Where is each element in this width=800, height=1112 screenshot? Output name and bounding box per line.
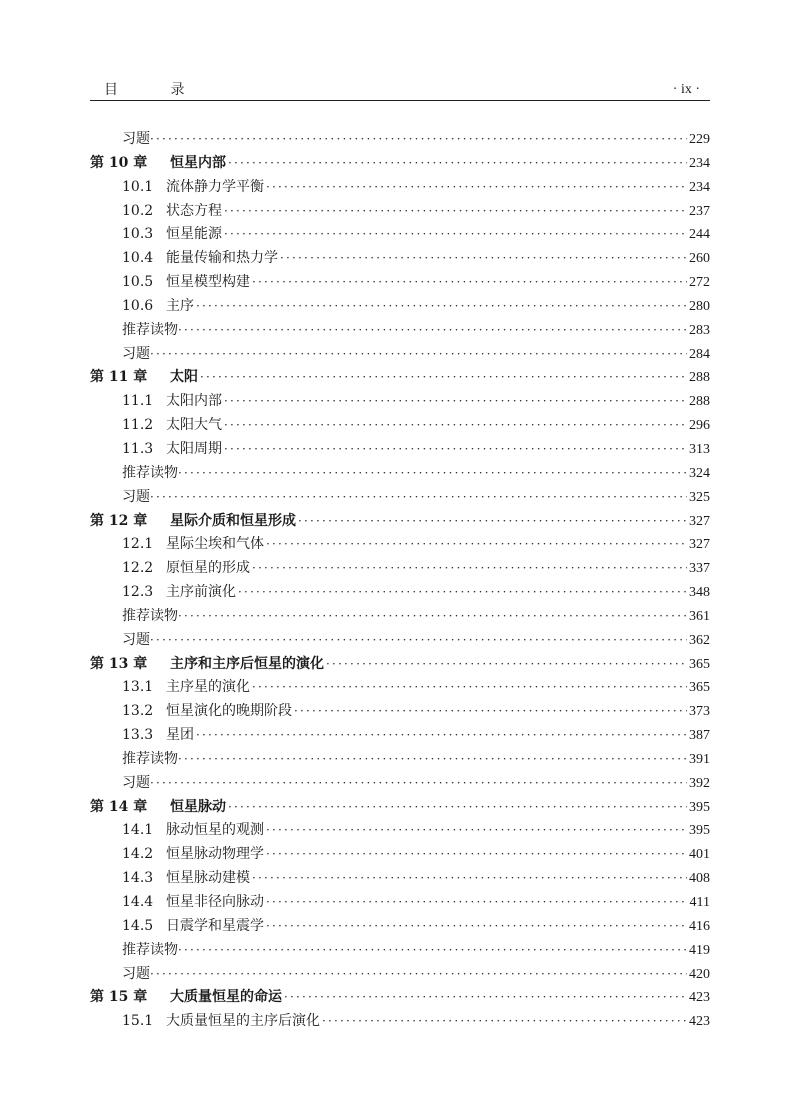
toc-entry-title: 习题 bbox=[122, 131, 150, 147]
toc-subentry[interactable] bbox=[90, 772, 710, 796]
toc-entry-title: 恒星非径向脉动 bbox=[166, 894, 264, 910]
toc-page-number: 260 bbox=[689, 251, 710, 267]
dot-leader bbox=[150, 343, 687, 367]
toc-entry-number: 13.2 bbox=[122, 703, 154, 720]
toc-entry-number: 第 10 章 bbox=[90, 154, 148, 171]
toc-section-entry[interactable] bbox=[90, 533, 710, 557]
toc-entry-number: 15.1 bbox=[122, 1013, 154, 1030]
toc-chapter-entry[interactable] bbox=[90, 366, 710, 390]
toc-page-number: 392 bbox=[689, 775, 710, 791]
toc-subentry[interactable] bbox=[90, 629, 710, 653]
toc-section-entry[interactable] bbox=[90, 438, 710, 462]
toc-section-entry[interactable] bbox=[90, 271, 710, 295]
toc-entry-number: 12.3 bbox=[122, 584, 154, 601]
dot-leader bbox=[196, 724, 687, 748]
toc-entry-title: 状态方程 bbox=[166, 202, 222, 219]
toc-section-entry[interactable] bbox=[90, 295, 710, 319]
toc-entry-title: 星际介质和恒星形成 bbox=[170, 512, 296, 529]
toc-chapter-entry[interactable] bbox=[90, 796, 710, 820]
toc-page-number: 419 bbox=[689, 942, 710, 958]
toc-entry-number: 12.1 bbox=[122, 536, 154, 553]
dot-leader bbox=[326, 653, 687, 677]
toc-section-entry[interactable] bbox=[90, 223, 710, 247]
dot-leader bbox=[322, 1010, 687, 1034]
toc-entry-title: 习题 bbox=[122, 965, 150, 982]
toc-entry-title: 大质量恒星的主序后演化 bbox=[166, 1013, 320, 1030]
toc-section-entry[interactable] bbox=[90, 676, 710, 700]
toc-entry-title: 能量传输和热力学 bbox=[166, 250, 278, 267]
toc-entry-title: 恒星演化的晚期阶段 bbox=[166, 703, 292, 720]
toc-entry-title: 原恒星的形成 bbox=[166, 560, 250, 577]
dot-leader bbox=[224, 414, 687, 438]
toc-entry-title: 习题 bbox=[122, 631, 150, 648]
toc-entry-title: 恒星内部 bbox=[170, 154, 226, 171]
toc-subentry[interactable] bbox=[90, 128, 710, 152]
toc-subentry[interactable] bbox=[90, 319, 710, 343]
toc-entry-number: 13.3 bbox=[122, 727, 154, 744]
dot-leader bbox=[252, 557, 687, 581]
toc-entry-number: 10.4 bbox=[122, 250, 154, 267]
toc-page-number: 272 bbox=[689, 275, 710, 291]
toc-page-number: 416 bbox=[689, 918, 710, 934]
toc-page-number: 288 bbox=[689, 394, 710, 410]
toc-page-number: 387 bbox=[689, 728, 710, 744]
toc-chapter-entry[interactable] bbox=[90, 986, 710, 1010]
dot-leader bbox=[266, 533, 687, 557]
dot-leader bbox=[150, 772, 687, 796]
toc-entry-number: 10.1 bbox=[122, 178, 154, 195]
toc-page-number: 337 bbox=[689, 561, 710, 577]
toc-entry-title: 主序星的演化 bbox=[166, 679, 250, 696]
toc-entry-title: 主序 bbox=[166, 297, 194, 314]
toc-entry-number: 第 13 章 bbox=[90, 655, 148, 672]
toc-entry-title: 推荐读物 bbox=[122, 750, 178, 767]
toc-section-entry[interactable] bbox=[90, 1010, 710, 1034]
dot-leader bbox=[150, 486, 687, 510]
dot-leader bbox=[224, 223, 687, 247]
toc-page-number: 362 bbox=[689, 632, 710, 648]
dot-leader bbox=[178, 748, 687, 772]
header-title: 目 录 bbox=[104, 82, 209, 98]
toc-page-number: 234 bbox=[689, 155, 710, 171]
dot-leader bbox=[266, 843, 687, 867]
toc-entry-number: 14.2 bbox=[122, 846, 154, 863]
toc-entry-title: 恒星脉动 bbox=[170, 798, 226, 815]
toc-entry-number: 第 15 章 bbox=[90, 989, 148, 1006]
toc-entry-title: 太阳周期 bbox=[166, 440, 222, 457]
toc-entry-title: 星团 bbox=[166, 727, 194, 744]
header-rule bbox=[90, 100, 710, 101]
toc-entry-title: 习题 bbox=[122, 345, 150, 362]
toc-entry-title: 太阳 bbox=[170, 369, 198, 386]
toc-page-number: 234 bbox=[689, 179, 710, 195]
toc-page-number: 313 bbox=[689, 441, 710, 457]
toc-entry-title: 推荐读物 bbox=[122, 321, 178, 338]
toc-page-number: 280 bbox=[689, 298, 710, 314]
toc-entry-number: 14.5 bbox=[122, 917, 154, 934]
toc-section-entry[interactable] bbox=[90, 176, 710, 200]
toc-section-entry[interactable] bbox=[90, 581, 710, 605]
dot-leader bbox=[266, 176, 687, 200]
toc-entry-title: 恒星脉动物理学 bbox=[166, 846, 264, 863]
toc-entry-number: 第 14 章 bbox=[90, 798, 148, 815]
toc-page-number: 283 bbox=[689, 322, 710, 338]
toc-page-number: 237 bbox=[689, 203, 710, 219]
toc-subentry[interactable] bbox=[90, 748, 710, 772]
dot-leader bbox=[196, 295, 687, 319]
toc-page-number: 408 bbox=[689, 871, 710, 887]
dot-leader bbox=[280, 247, 687, 271]
toc-page-number: 365 bbox=[689, 680, 710, 696]
toc-page-number: 244 bbox=[689, 227, 710, 243]
toc-entry-title: 习题 bbox=[122, 488, 150, 505]
toc-page-number: 229 bbox=[689, 132, 710, 147]
toc-entry-title: 推荐读物 bbox=[122, 941, 178, 958]
dot-leader bbox=[178, 605, 687, 629]
toc-section-entry[interactable] bbox=[90, 414, 710, 438]
dot-leader bbox=[150, 629, 687, 653]
toc-section-entry[interactable] bbox=[90, 724, 710, 748]
toc-subentry[interactable] bbox=[90, 486, 710, 510]
toc-page-number: 296 bbox=[689, 418, 710, 434]
toc-entry-title: 主序和主序后恒星的演化 bbox=[170, 655, 324, 672]
dot-leader bbox=[266, 891, 688, 915]
toc-section-entry[interactable] bbox=[90, 557, 710, 581]
dot-leader bbox=[252, 271, 687, 295]
toc-subentry[interactable] bbox=[90, 605, 710, 629]
toc-subentry[interactable] bbox=[90, 939, 710, 963]
toc-entry-title: 脉动恒星的观测 bbox=[166, 822, 264, 839]
toc-entry-title: 太阳大气 bbox=[166, 417, 222, 434]
dot-leader bbox=[294, 700, 687, 724]
toc-page-number: 361 bbox=[689, 608, 710, 624]
toc-entry-number: 第 12 章 bbox=[90, 512, 148, 529]
toc-entry-title: 太阳内部 bbox=[166, 393, 222, 410]
toc-page-number: 420 bbox=[689, 966, 710, 982]
dot-leader bbox=[200, 366, 687, 390]
toc-chapter-entry[interactable] bbox=[90, 653, 710, 677]
toc-section-entry[interactable] bbox=[90, 390, 710, 414]
toc-section-entry[interactable] bbox=[90, 700, 710, 724]
toc-page-number: 423 bbox=[689, 990, 710, 1006]
toc-page-number: 391 bbox=[689, 751, 710, 767]
toc-section-entry[interactable] bbox=[90, 247, 710, 271]
toc-page-number: 373 bbox=[689, 704, 710, 720]
dot-leader bbox=[252, 676, 687, 700]
toc-page-number: 284 bbox=[689, 346, 710, 362]
toc-page-number: 395 bbox=[689, 799, 710, 815]
toc-page-number: 327 bbox=[689, 537, 710, 553]
toc-entry-number: 11.1 bbox=[122, 393, 154, 410]
toc-subentry[interactable] bbox=[90, 343, 710, 367]
toc-page-number: 401 bbox=[689, 847, 710, 863]
toc-entry-title: 大质量恒星的命运 bbox=[170, 989, 282, 1006]
toc-entry-number: 10.5 bbox=[122, 274, 154, 291]
toc-entry-number: 10.6 bbox=[122, 297, 154, 314]
toc-entry-title: 习题 bbox=[122, 774, 150, 791]
toc-page-number: 324 bbox=[689, 465, 710, 481]
toc-section-entry[interactable] bbox=[90, 915, 710, 939]
toc-entry-number: 14.3 bbox=[122, 870, 154, 887]
dot-leader bbox=[150, 128, 687, 152]
toc-subentry[interactable] bbox=[90, 462, 710, 486]
toc-entry-title: 恒星能源 bbox=[166, 226, 222, 243]
toc-page-number: 423 bbox=[689, 1014, 710, 1030]
toc-entry-title: 恒星模型构建 bbox=[166, 274, 250, 291]
dot-leader bbox=[224, 200, 687, 224]
toc-entry-title: 推荐读物 bbox=[122, 464, 178, 481]
dot-leader bbox=[238, 581, 687, 605]
dot-leader bbox=[150, 963, 687, 987]
toc-entry-number: 11.2 bbox=[122, 417, 154, 434]
dot-leader bbox=[178, 319, 687, 343]
toc-page-number: 288 bbox=[689, 370, 710, 386]
dot-leader bbox=[266, 915, 687, 939]
dot-leader bbox=[252, 867, 687, 891]
toc-page-number: 395 bbox=[689, 823, 710, 839]
toc-entry-title: 星际尘埃和气体 bbox=[166, 536, 264, 553]
toc-section-entry[interactable] bbox=[90, 891, 710, 915]
toc-entry-number: 13.1 bbox=[122, 679, 154, 696]
toc-entry-number: 14.1 bbox=[122, 822, 154, 839]
toc-page-number: 327 bbox=[689, 513, 710, 529]
toc-page-number: 411 bbox=[689, 895, 710, 910]
toc-chapter-entry[interactable] bbox=[90, 152, 710, 176]
page-number: · ix · bbox=[672, 82, 700, 97]
toc-page-number: 325 bbox=[689, 489, 710, 505]
toc-page-number: 365 bbox=[689, 656, 710, 672]
toc-section-entry[interactable] bbox=[90, 843, 710, 867]
toc-subentry[interactable] bbox=[90, 963, 710, 987]
toc-entry-number: 11.3 bbox=[122, 440, 154, 457]
toc-section-entry[interactable] bbox=[90, 819, 710, 843]
dot-leader bbox=[178, 462, 687, 486]
dot-leader bbox=[178, 939, 687, 963]
toc-section-entry[interactable] bbox=[90, 867, 710, 891]
dot-leader bbox=[298, 510, 687, 534]
toc-page-number: 348 bbox=[689, 585, 710, 601]
toc-entry-title: 恒星脉动建模 bbox=[166, 870, 250, 887]
toc-entry-title: 推荐读物 bbox=[122, 607, 178, 624]
running-header bbox=[90, 80, 710, 100]
toc-entry-title: 流体静力学平衡 bbox=[166, 178, 264, 195]
toc-entry-number: 12.2 bbox=[122, 560, 154, 577]
toc-entry-number: 第 11 章 bbox=[90, 369, 148, 386]
toc-chapter-entry[interactable] bbox=[90, 510, 710, 534]
toc-entry-number: 10.2 bbox=[122, 202, 154, 219]
dot-leader bbox=[224, 438, 687, 462]
dot-leader bbox=[284, 986, 687, 1010]
toc-entry-number: 10.3 bbox=[122, 226, 154, 243]
toc-section-entry[interactable] bbox=[90, 200, 710, 224]
toc-entry-title: 主序前演化 bbox=[166, 584, 236, 601]
table-of-contents bbox=[90, 128, 710, 1034]
toc-entry-number: 14.4 bbox=[122, 894, 154, 910]
dot-leader bbox=[228, 796, 687, 820]
dot-leader bbox=[224, 390, 687, 414]
dot-leader bbox=[266, 819, 687, 843]
dot-leader bbox=[228, 152, 687, 176]
toc-entry-title: 日震学和星震学 bbox=[166, 917, 264, 934]
